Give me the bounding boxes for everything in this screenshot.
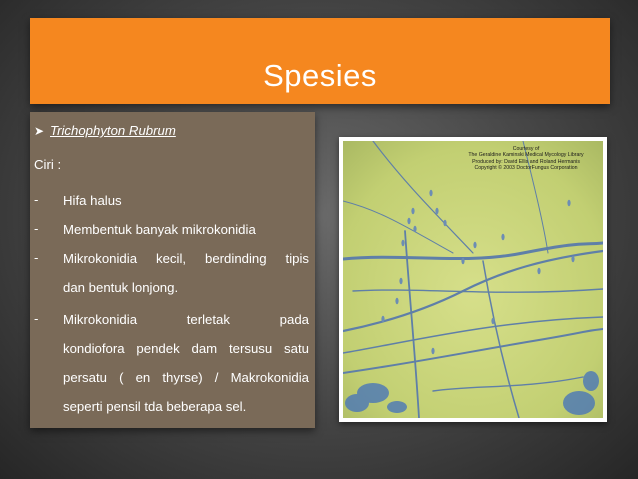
bullet-dash: - xyxy=(34,250,39,265)
list-item-text: Hifa halus xyxy=(63,193,122,208)
bullet-dash: - xyxy=(34,221,39,236)
micrograph-frame xyxy=(339,137,607,422)
bullet-dash: - xyxy=(34,192,39,207)
slide-title: Spesies xyxy=(263,58,377,93)
list-item-text: Mikrokonidia terletak pada xyxy=(63,312,309,327)
image-credit: Courtesy of The Geraldine Kaminski Medical Mycology Library Produced by: David Ellis and Roland Hermanis Copyright © 2003 DoctorFungus Corporation xyxy=(468,146,584,171)
list-item-text: seperti pensil tda beberapa sel. xyxy=(63,399,247,414)
bullet-dash: - xyxy=(34,311,39,326)
ciri-label: Ciri : xyxy=(34,157,62,172)
species-heading xyxy=(34,123,176,138)
list-item-text: dan bentuk lonjong. xyxy=(63,280,179,295)
list-item-text: Membentuk banyak mikrokonidia xyxy=(63,222,256,237)
micrograph-image xyxy=(343,141,603,418)
species-name: Trichophyton Rubrum xyxy=(50,123,176,138)
list-item-text: Mikrokonidia kecil, berdinding tipis xyxy=(63,251,309,266)
list-item-text: persatu ( en thyrse) / Makrokonidia xyxy=(63,370,309,385)
title-bar xyxy=(30,18,610,104)
arrow-bullet-icon: ➤ xyxy=(34,124,45,138)
text-panel xyxy=(30,112,315,428)
list-item-text: kondiofora pendek dam tersusu satu xyxy=(63,341,309,356)
